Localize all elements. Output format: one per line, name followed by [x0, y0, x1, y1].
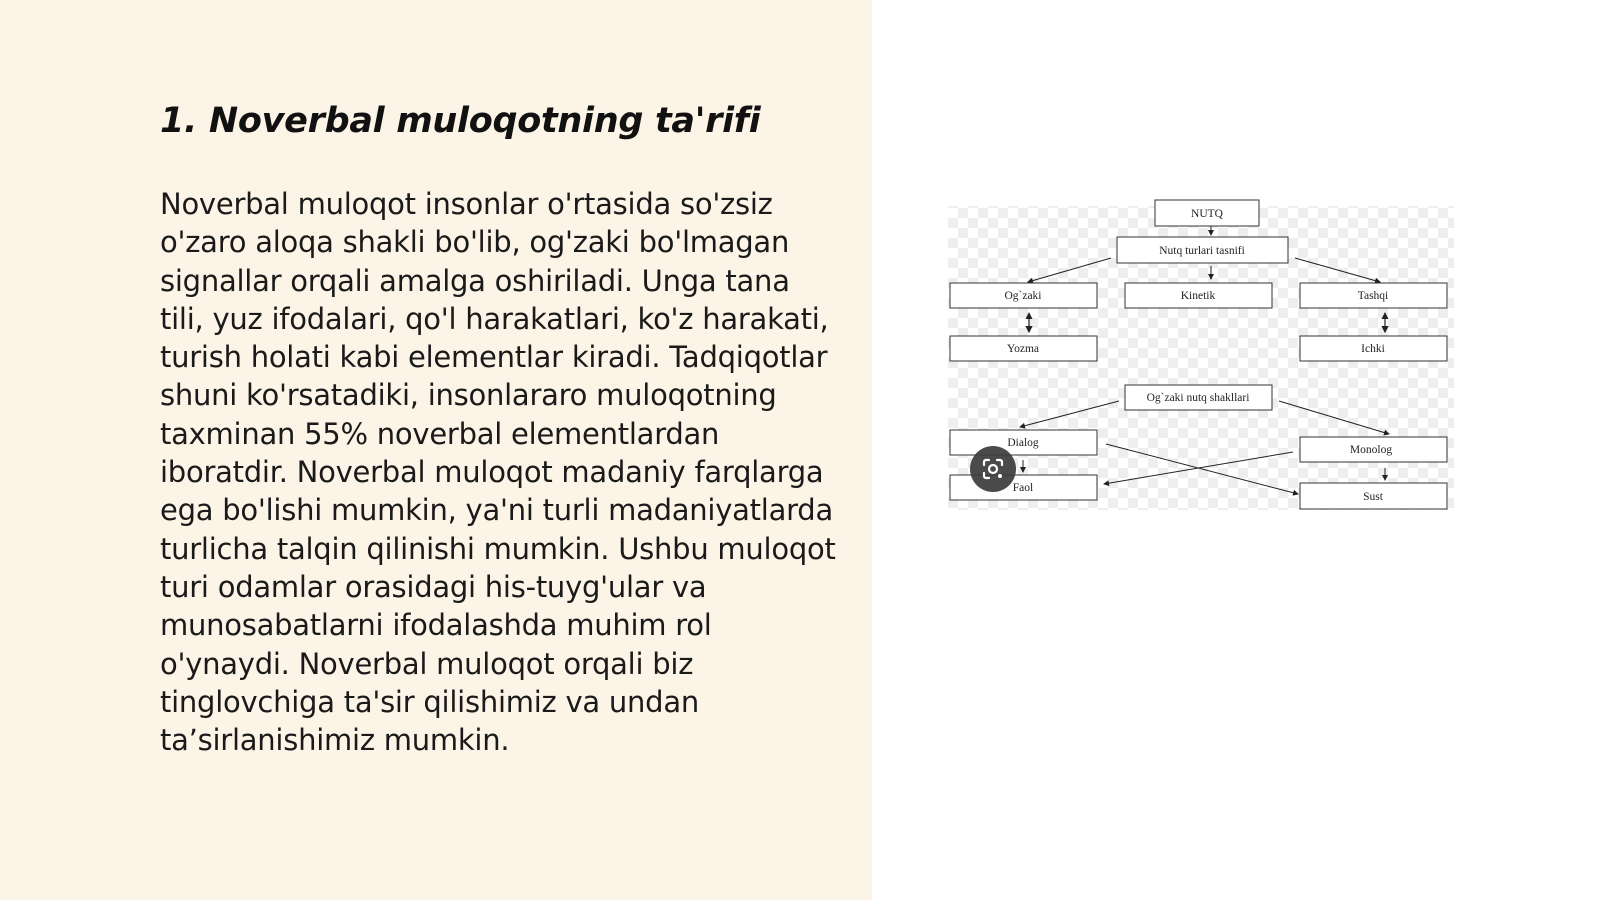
node-nutq — [1155, 200, 1259, 226]
node-dialog-label: Dialog — [1007, 437, 1039, 449]
node-classification — [1117, 237, 1288, 263]
node-oral — [950, 283, 1097, 308]
node-oral-label: Og`zaki — [1004, 290, 1042, 302]
node-internal-label: Ichki — [1361, 343, 1385, 355]
node-monolog — [1300, 437, 1447, 462]
node-kinetic-label: Kinetik — [1180, 290, 1216, 302]
node-written — [950, 336, 1097, 361]
node-oral-forms — [1125, 385, 1272, 410]
node-oral-forms-label: Og`zaki nutq shakllari — [1146, 392, 1250, 404]
node-nutq-label: NUTQ — [1191, 208, 1223, 220]
node-kinetic — [1125, 283, 1272, 308]
speech-types-diagram[interactable] — [948, 198, 1454, 510]
node-monolog-label: Monolog — [1349, 444, 1393, 456]
node-passive-label: Sust — [1363, 491, 1383, 503]
visual-search-button[interactable] — [970, 446, 1016, 492]
node-external-label: Tashqi — [1357, 290, 1389, 302]
node-passive — [1300, 483, 1447, 509]
visual-search-icon — [980, 456, 1006, 482]
node-dialog — [950, 430, 1097, 455]
node-classification-label: Nutq turlari tasnifi — [1159, 245, 1245, 257]
diagram-svg — [948, 198, 1454, 510]
node-internal — [1300, 336, 1447, 361]
node-external — [1300, 283, 1447, 308]
node-written-label: Yozma — [1006, 343, 1040, 355]
node-active-label: Faol — [1012, 482, 1034, 494]
slide-title: 1. Noverbal muloqotning ta'rifi — [160, 101, 761, 141]
slide-body-text: Noverbal muloqot insonlar o'rtasida so'zsiz o'zaro aloqa shakli bo'lib, og'zaki bo'lmagan signallar orqali amalga oshiriladi. Unga tana tili, yuz ifodalari, qo'l harakatlari, ko'z harakati, turish holati kabi elementlar kiradi. Tadqiqotlar shuni ko'rsatadiki, insonlararo muloqotning taxminan 55% noverbal elementlardan iboratdir. Noverbal muloqot madaniy farqlarga ega bo'lishi mumkin, ya'ni turli madaniyatlarda turlicha talqin qilinishi mumkin. Ushbu muloqot turi odamlar orasidagi his-tuyg'ular va munosabatlarni ifodalashda muhim rol o'ynaydi. Noverbal muloqot orqali biz tinglovchiga ta'sir qilishimiz va undan ta’sirlanishimiz mumkin. — [160, 187, 836, 758]
